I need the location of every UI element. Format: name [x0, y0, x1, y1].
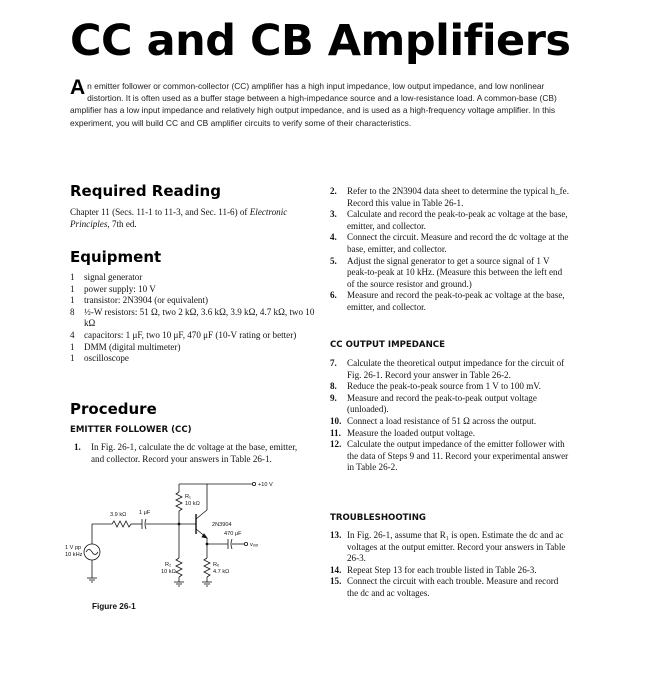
- reading-book-title: Electronic Principles: [70, 207, 288, 229]
- step-text: Connect the circuit with each trouble. Measure and record the dc and ac voltages.: [347, 576, 559, 598]
- supply-label: +10 V: [258, 482, 273, 488]
- step-number: 8.: [330, 381, 337, 392]
- cout-plate-2: [231, 539, 232, 549]
- cin-value: 1 μF: [139, 510, 151, 516]
- step-text: Calculate and record the peak-to-peak ac voltage at the base, emitter, and collector.: [347, 209, 568, 231]
- step-item: [330, 358, 570, 381]
- equipment-text: ½-W resistors: 51 Ω, two 2 kΩ, 3.6 kΩ, 3.9 kΩ, 4.7 kΩ, two 10 kΩ: [84, 306, 315, 329]
- step-number: 9.: [330, 392, 337, 403]
- step-item: [330, 565, 570, 577]
- cout-value: 470 μF: [224, 531, 242, 537]
- required-reading-text: [70, 207, 310, 230]
- step-number: 14.: [330, 564, 342, 575]
- procedure-steps-continued: [330, 186, 570, 314]
- output-terminal: [244, 542, 247, 545]
- step-number: 5.: [330, 255, 337, 266]
- required-reading-heading: Required Reading: [70, 182, 221, 200]
- step-number: 1.: [74, 442, 81, 452]
- cc-output-steps: [330, 358, 570, 474]
- equipment-qty: 1: [70, 295, 75, 306]
- r2-name: R₂: [165, 562, 172, 568]
- procedure-steps: [74, 442, 312, 465]
- equipment-item: [70, 272, 320, 284]
- vout-label: vₒᵤₜ: [250, 542, 259, 548]
- intro-dropcap: A: [70, 76, 86, 99]
- equipment-qty: 1: [70, 341, 75, 352]
- equipment-qty: 1: [70, 272, 75, 282]
- r1-value: 10 kΩ: [185, 501, 200, 507]
- source-wave: [86, 550, 98, 555]
- step-text: Measure and record the peak-to-peak output voltage (unloaded).: [347, 392, 537, 415]
- reading-text-start: Chapter 11 (Secs. 11-1 to 11-3, and Sec. 11-6) of: [70, 207, 250, 217]
- intro-text: n emitter follower or common-collector (CC) amplifier has a high input impedance, low output impedance, and low nonlinear distortion. It is often used as a buffer stage between a high-impedance source and a low-resistance load. A common-base (CB) amplifier has a low input impedance and relatively high output impedance, and is used as a high-frequency voltage amplifier. In this experiment, you will build CC and CB amplifier circuits to verify some of their characteristics.: [70, 81, 557, 128]
- equipment-item: [70, 330, 320, 342]
- equipment-text: oscilloscope: [84, 353, 129, 364]
- step-text: Refer to the 2N3904 data sheet to determine the typical h_fe. Record this value in Table 26-1.: [347, 186, 569, 208]
- step-text: In Fig. 26-1, calculate the dc voltage at the base, emitter, and collector. Record your answers in Table 26-1.: [91, 442, 298, 464]
- equipment-qty: 4: [70, 329, 75, 340]
- step-text: Measure and record the peak-to-peak ac voltage at the base, emitter, and collector.: [347, 290, 565, 312]
- equipment-item: [70, 353, 320, 365]
- step-item: [74, 442, 312, 465]
- re-value: 4.7 kΩ: [213, 569, 230, 575]
- equipment-text: transistor: 2N3904 (or equivalent): [84, 295, 209, 306]
- step-text: Connect a load resistance of 51 Ω across the output.: [347, 415, 537, 426]
- r2-value: 10 kΩ: [161, 569, 176, 575]
- cc-output-heading: CC OUTPUT IMPEDANCE: [330, 340, 445, 350]
- supply-terminal: [252, 482, 255, 485]
- step-text: Calculate the theoretical output impedance for the circuit of Fig. 26-1. Record your answer in Table 26-2.: [347, 358, 565, 380]
- step-item: [330, 428, 570, 440]
- step-number: 12.: [330, 439, 342, 450]
- step-item: [330, 530, 570, 565]
- step-item: [330, 209, 570, 232]
- step-number: 6.: [330, 290, 337, 301]
- equipment-text: capacitors: 1 μF, two 10 μF, 470 μF (10-V rating or better): [84, 329, 297, 340]
- step-text: Adjust the signal generator to get a source signal of 1 V peak-to-peak at 10 kHz. (Measure this between the left end of the source resistor and ground.): [347, 255, 563, 289]
- equipment-qty: 8: [70, 306, 75, 317]
- step-item: [330, 381, 570, 393]
- emitter-follower-subheading: EMITTER FOLLOWER (CC): [70, 425, 192, 435]
- step-text: Calculate the output impedance of the emitter follower with the data of Steps 9 and 11. Record your experimental answer in Table 26-2.: [347, 439, 569, 473]
- step-number: 11.: [330, 427, 341, 438]
- source-frequency: 10 kHz: [65, 552, 83, 558]
- step-number: 10.: [330, 415, 342, 426]
- troubleshooting-steps: [330, 530, 570, 600]
- equipment-qty: 1: [70, 353, 75, 364]
- step-number: 13.: [330, 530, 342, 540]
- step-text: Connect the circuit. Measure and record the dc voltage at the base, emitter, and collector.: [347, 232, 569, 254]
- intro-paragraph: [70, 76, 570, 129]
- re-resistor: [204, 558, 210, 577]
- equipment-text: signal generator: [84, 272, 143, 282]
- equipment-list: [70, 272, 320, 365]
- circuit-diagram: [62, 478, 322, 596]
- step-number: 2.: [330, 186, 337, 196]
- r1-resistor: [176, 492, 182, 511]
- equipment-item: [70, 284, 320, 296]
- step-number: 4.: [330, 232, 337, 243]
- figure-caption: Figure 26-1: [92, 602, 136, 611]
- step-item: [330, 416, 570, 428]
- step-item: [330, 186, 570, 209]
- rs-resistor: [112, 521, 131, 527]
- step-item: [330, 232, 570, 255]
- step-item: [330, 256, 570, 291]
- equipment-text: power supply: 10 V: [84, 283, 156, 294]
- step-text: Measure the loaded output voltage.: [347, 427, 476, 438]
- troubleshooting-heading: TROUBLESHOOTING: [330, 513, 426, 523]
- step-text: Repeat Step 13 for each trouble listed in Table 26-3.: [347, 564, 537, 575]
- source-voltage: 1 V pp: [65, 545, 82, 551]
- equipment-heading: Equipment: [70, 248, 162, 266]
- r2-resistor: [176, 558, 182, 577]
- step-number: 3.: [330, 209, 337, 220]
- collector-lead: [196, 510, 207, 519]
- re-name: Rₑ: [213, 562, 220, 568]
- cin-plate-2: [145, 519, 146, 529]
- equipment-item: [70, 295, 320, 307]
- r1-name: R₁: [185, 494, 191, 500]
- step-item: [330, 439, 570, 474]
- step-number: 15.: [330, 576, 342, 587]
- equipment-item: [70, 307, 320, 330]
- step-item: [330, 290, 570, 313]
- page-title: CC and CB Amplifiers: [70, 16, 571, 66]
- step-text: In Fig. 26-1, assume that R₁ is open. Estimate the dc and ac voltages at the output emitter. Record your answers in Table 26-3.: [347, 530, 566, 564]
- transistor-label: 2N3904: [212, 522, 232, 528]
- equipment-item: [70, 342, 320, 354]
- rs-value: 3.9 kΩ: [110, 512, 127, 518]
- procedure-heading: Procedure: [70, 400, 157, 418]
- reading-text-end: , 7th ed.: [107, 218, 137, 229]
- step-item: [330, 576, 570, 599]
- step-item: [330, 393, 570, 416]
- equipment-text: DMM (digital multimeter): [84, 341, 181, 352]
- step-number: 7.: [330, 358, 337, 368]
- step-text: Reduce the peak-to-peak source from 1 V to 100 mV.: [347, 381, 541, 392]
- equipment-qty: 1: [70, 283, 75, 294]
